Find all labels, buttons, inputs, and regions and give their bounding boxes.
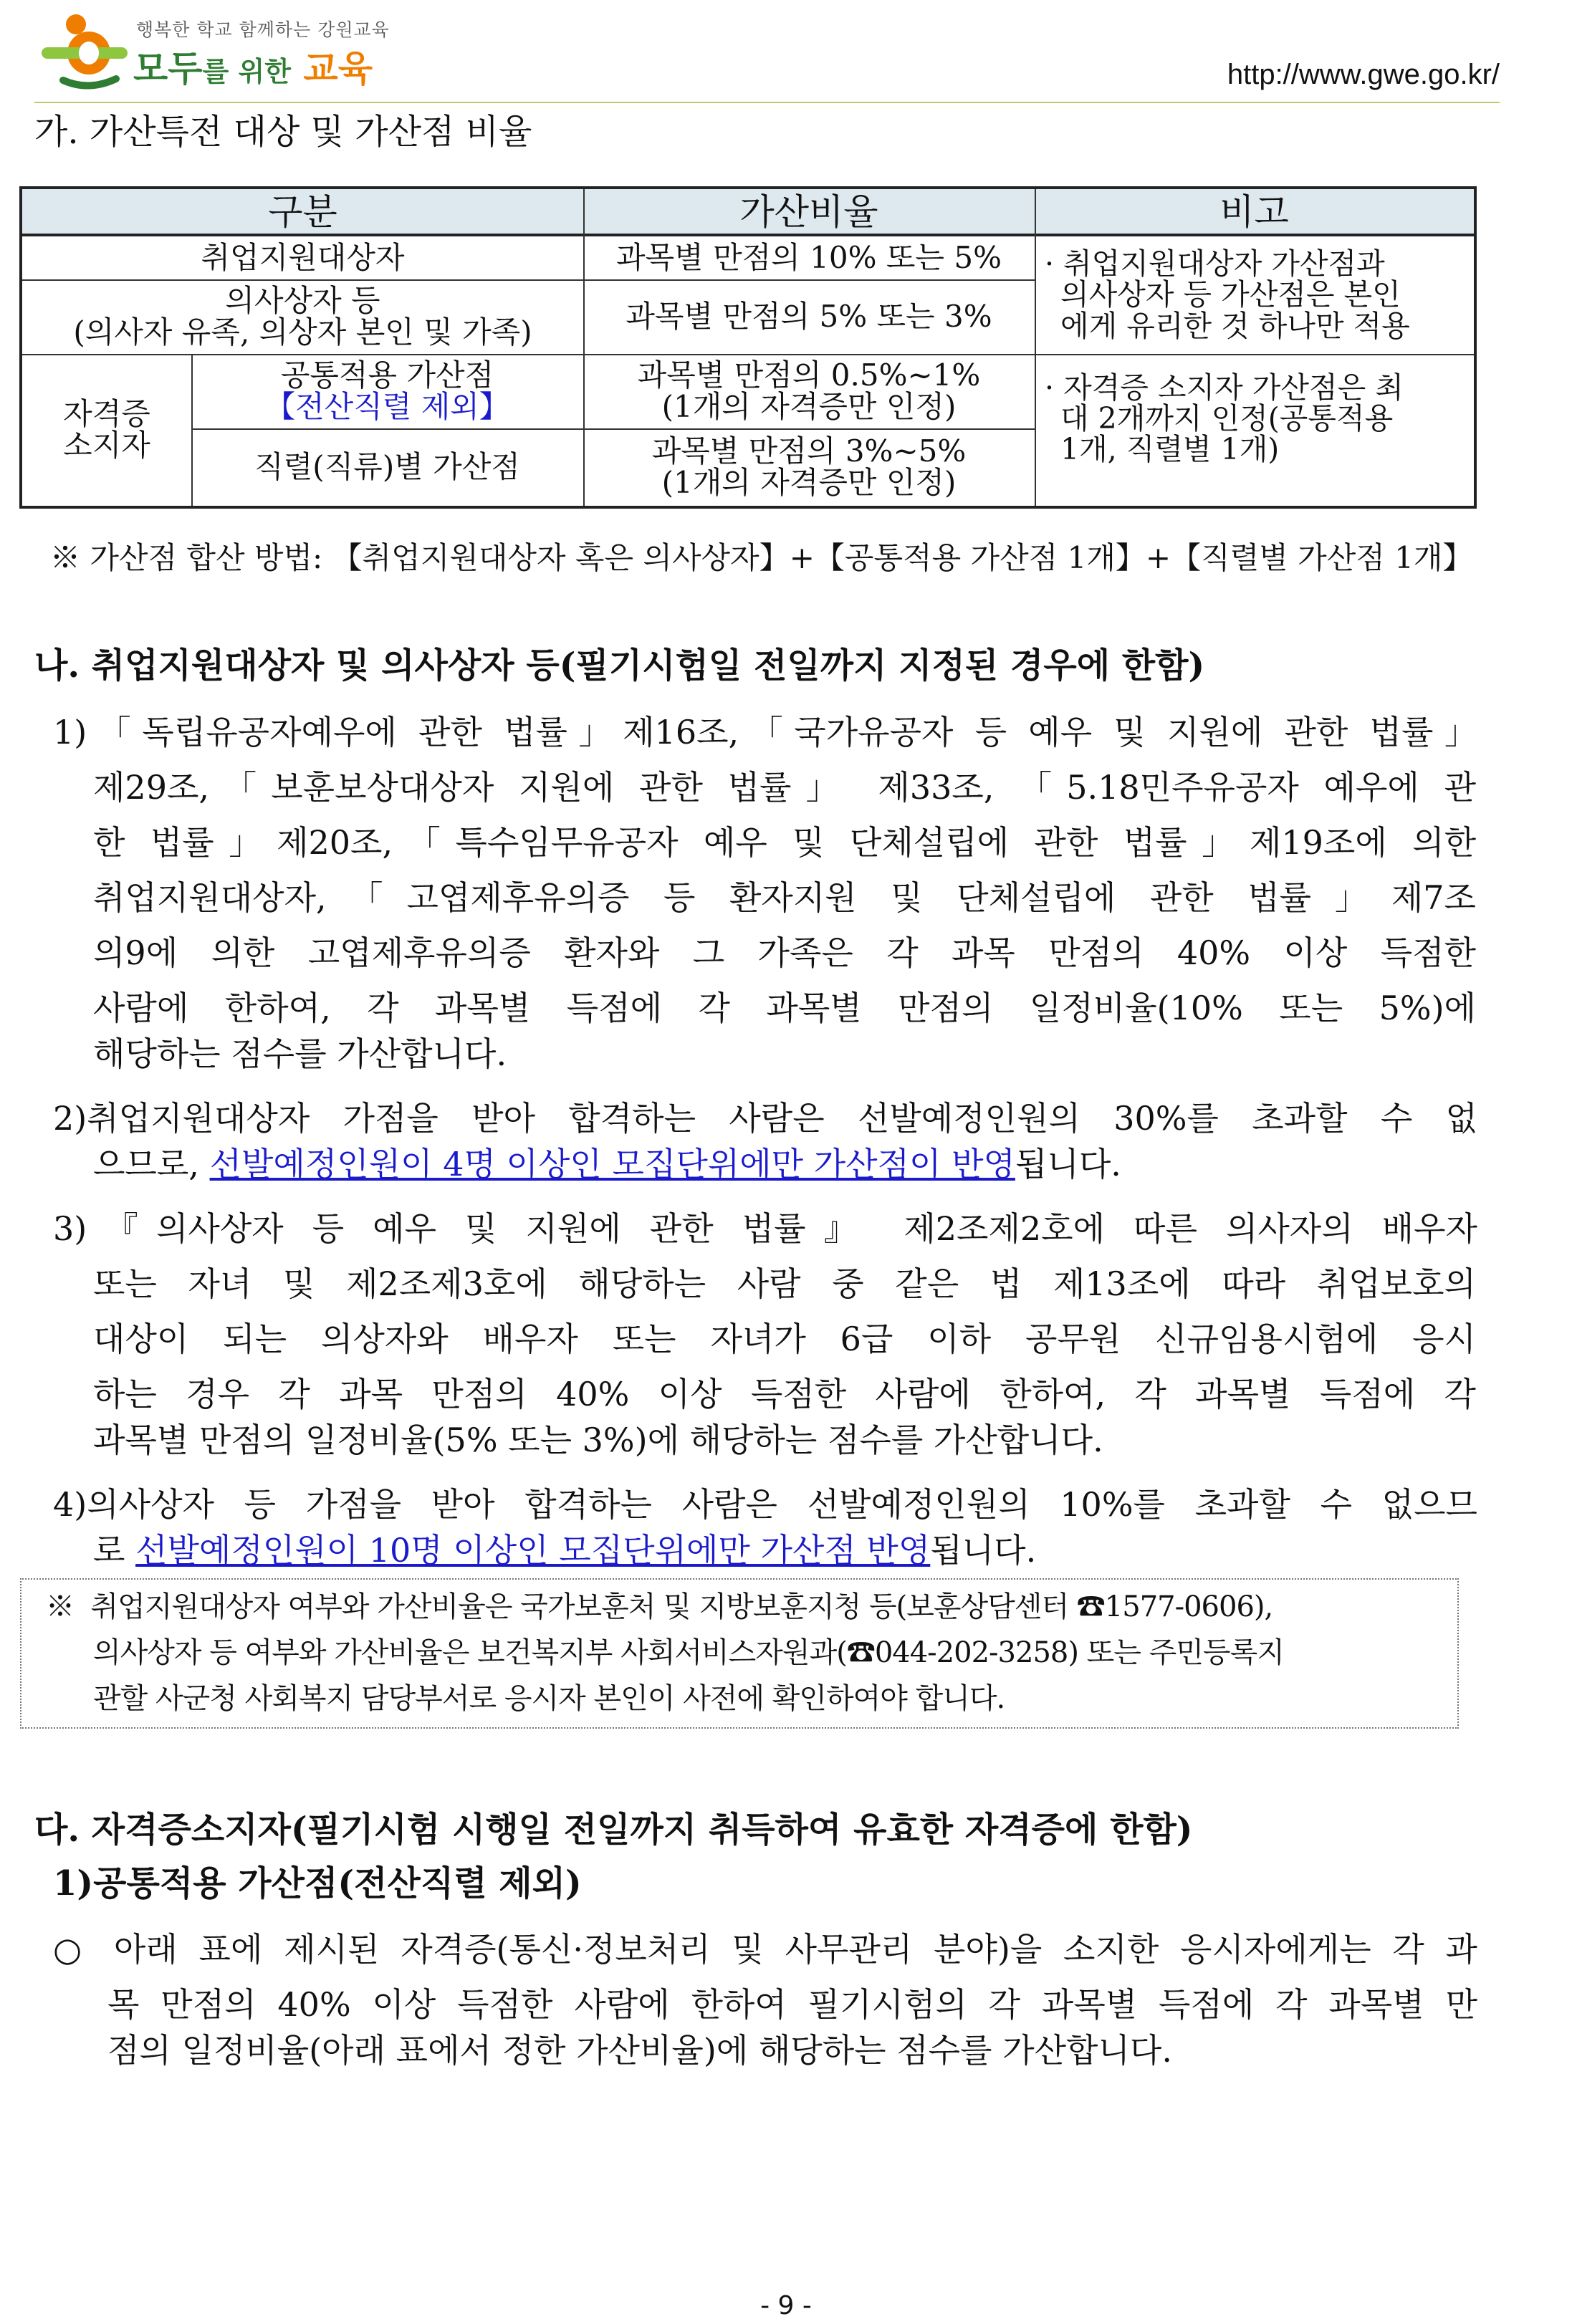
note-line: 관할 사군청 사회복지 담당부서로 응시자 본인이 사전에 확인하여야 합니다.	[93, 1682, 1005, 1715]
logo-title-a: 모두	[133, 48, 203, 90]
para-1-line: 1)「독립유공자예우에 관한 법률」제16조,「국가유공자 등 예우 및 지원에 관한 법률」	[53, 713, 1477, 752]
remarks-2-line-2: 대 2개까지 인정(공통적용	[1060, 401, 1394, 436]
quota-4-link[interactable]: 선발예정인원이 4명 이상인 모집단위에만 가산점이 반영	[209, 1145, 1015, 1183]
para-da-line: ○ 아래 표에 제시된 자격증(통신·정보처리 및 사무관리 분야)을 소지한 응시자에게는 각 과	[53, 1930, 1477, 1969]
table-header-divider	[22, 234, 1474, 236]
logo-title-c: 교육	[303, 48, 373, 90]
para-1-line: 해당하는 점수를 가산합니다.	[93, 1034, 507, 1073]
row-common-label-1: 공통적용 가산점	[280, 357, 494, 393]
para-2-post: 됩니다.	[1015, 1145, 1121, 1183]
section-da-subtitle: 1)공통적용 가산점(전산직렬 제외)	[53, 1863, 582, 1903]
row-series-label: 직렬(직류)별 가산점	[254, 448, 520, 484]
para-1-line: 사람에 한하여, 각 과목별 득점에 각 과목별 만점의 일정비율(10% 또는 5%)에	[93, 989, 1476, 1027]
remarks-2-line-3: 1개, 직렬별 1개)	[1060, 432, 1280, 467]
row-series-ratio-1: 과목별 만점의 3%~5%	[651, 433, 967, 469]
bonus-table	[19, 186, 1477, 509]
para-da-line: 목 만점의 40% 이상 득점한 사람에 한하여 필기시험의 각 과목별 득점에 각 과목별 만	[107, 1985, 1477, 2024]
logo-icon	[42, 11, 128, 90]
para-2-line	[93, 1145, 1121, 1183]
para-1-line: 취업지원대상자,「고엽제후유의증 등 환자지원 및 단체설립에 관한 법률」제7조	[93, 878, 1476, 917]
cert-holder-label: 자격증 소지자	[63, 395, 150, 463]
row-common-label	[191, 354, 583, 428]
quota-10-link[interactable]: 선발예정인원이 10명 이상인 모집단위에만 가산점 반영	[135, 1531, 931, 1570]
logo-tagline: 행복한 학교 함께하는 강원교육	[136, 19, 390, 40]
para-4-post: 됩니다.	[930, 1531, 1037, 1570]
remarks-1-line-3: 에게 유리한 것 하나만 적용	[1060, 308, 1410, 343]
section-na-title: 나. 취업지원대상자 및 의사상자 등(필기시험일 전일까지 지정된 경우에 한함)	[34, 645, 1205, 686]
para-3-line: 하는 경우 각 과목 만점의 40% 이상 득점한 사람에 한하여, 각 과목별 득점에 각	[93, 1375, 1476, 1413]
calc-method-note: ※ 가산점 합산 방법: 【취업지원대상자 혹은 의사상자】+【공통적용 가산점 1개】+【직렬별 가산점 1개】	[50, 540, 1473, 575]
row-employment-ratio: 과목별 만점의 10% 또는 5%	[616, 239, 1002, 275]
row-employment-label: 취업지원대상자	[201, 239, 405, 275]
para-1-line: 의9에 의한 고엽제후유의증 환자와 그 가족은 각 과목 만점의 40% 이상 득점한	[93, 933, 1476, 972]
row-common-ratio	[583, 354, 1035, 428]
para-2-pre: 으므로,	[93, 1145, 210, 1183]
remarks-2	[1035, 354, 1474, 506]
remarks-1-line-2: 의사상자 등 가산점은 본인	[1060, 277, 1401, 312]
row-common-ratio-1: 과목별 만점의 0.5%~1%	[637, 357, 981, 393]
table-row-divider	[191, 428, 1035, 430]
table-header-ratio: 가산비율	[583, 189, 1035, 235]
remarks-2-line-1: · 자격증 소지자 가산점은 최	[1045, 370, 1404, 405]
para-1-line: 한 법률」제20조,「특수임무유공자 예우 및 단체설립에 관한 법률」제19조에 의한	[93, 823, 1476, 862]
para-4-line	[93, 1531, 1037, 1570]
row-common-label-2: 【전산직렬 제외】	[265, 389, 509, 424]
row-injured-label-1: 의사상자 등	[225, 282, 380, 318]
para-3-line: 대상이 되는 의상자와 배우자 또는 자녀가 6급 이하 공무원 신규임용시험에 응시	[93, 1320, 1476, 1358]
table-col-divider	[1035, 189, 1036, 506]
row-series-ratio-2: (1개의 자격증만 인정)	[661, 465, 957, 500]
table-col-divider	[191, 354, 193, 506]
section-ga-title: 가. 가산특전 대상 및 가산점 비율	[34, 112, 532, 152]
para-4-pre: 로	[93, 1531, 136, 1570]
remarks-1	[1035, 236, 1474, 354]
para-4-line: 4)의사상자 등 가점을 받아 합격하는 사람은 선발예정인원의 10%를 초과할 수 없으므	[53, 1485, 1477, 1524]
site-url-link[interactable]: http://www.gwe.go.kr/	[1227, 59, 1500, 90]
note-line: ※ 취업지원대상자 여부와 가산비율은 국가보훈처 및 지방보훈지청 등(보훈상담센터 ☎1577-0606),	[46, 1590, 1273, 1623]
logo-title	[133, 40, 373, 92]
row-common-ratio-2: (1개의 자격증만 인정)	[661, 389, 957, 424]
para-3-line: 과목별 만점의 일정비율(5% 또는 3%)에 해당하는 점수를 가산합니다.	[93, 1421, 1103, 1459]
para-2-line: 2)취업지원대상자 가점을 받아 합격하는 사람은 선발예정인원의 30%를 초과할 수 없	[53, 1099, 1477, 1138]
table-header-remarks: 비고	[1035, 189, 1474, 235]
row-injured-ratio: 과목별 만점의 5% 또는 3%	[626, 298, 992, 334]
note-line: 의사상자 등 여부와 가산비율은 보건복지부 사회서비스자원과(☎044-202-3258) 또는 주민등록지	[93, 1636, 1284, 1669]
page-number: - 9 -	[760, 2291, 812, 2320]
remarks-1-line-1: · 취업지원대상자 가산점과	[1045, 246, 1385, 282]
contact-note-box	[20, 1578, 1459, 1729]
row-injured-label-2: (의사자 유족, 의상자 본인 및 가족)	[73, 314, 532, 350]
para-da-line: 점의 일정비율(아래 표에서 정한 가산비율)에 해당하는 점수를 가산합니다.	[107, 2031, 1172, 2070]
logo-title-b: 를 위한	[202, 56, 291, 87]
para-1-line: 제29조,「보훈보상대상자 지원에 관한 법률」 제33조, 「5.18민주유공자 예우에 관	[93, 768, 1476, 807]
table-row-divider	[22, 279, 1035, 281]
para-3-line: 또는 자녀 및 제2조제3호에 해당하는 사람 중 같은 법 제13조에 따라 취업보호의	[93, 1264, 1476, 1303]
table-row-divider	[22, 354, 1474, 355]
section-da-title: 다. 자격증소지자(필기시험 시행일 전일까지 취득하여 유효한 자격증에 한함)	[34, 1810, 1193, 1850]
header-divider	[34, 102, 1500, 103]
row-series-ratio	[583, 428, 1035, 506]
row-injured-label	[22, 279, 583, 354]
table-col-divider	[583, 189, 585, 506]
para-3-line: 3)『의사상자 등 예우 및 지원에 관한 법률』 제2조제2호에 따른 의사자의 배우자	[53, 1209, 1477, 1248]
page-header	[34, 7, 1500, 107]
table-header-category: 구분	[22, 189, 583, 235]
